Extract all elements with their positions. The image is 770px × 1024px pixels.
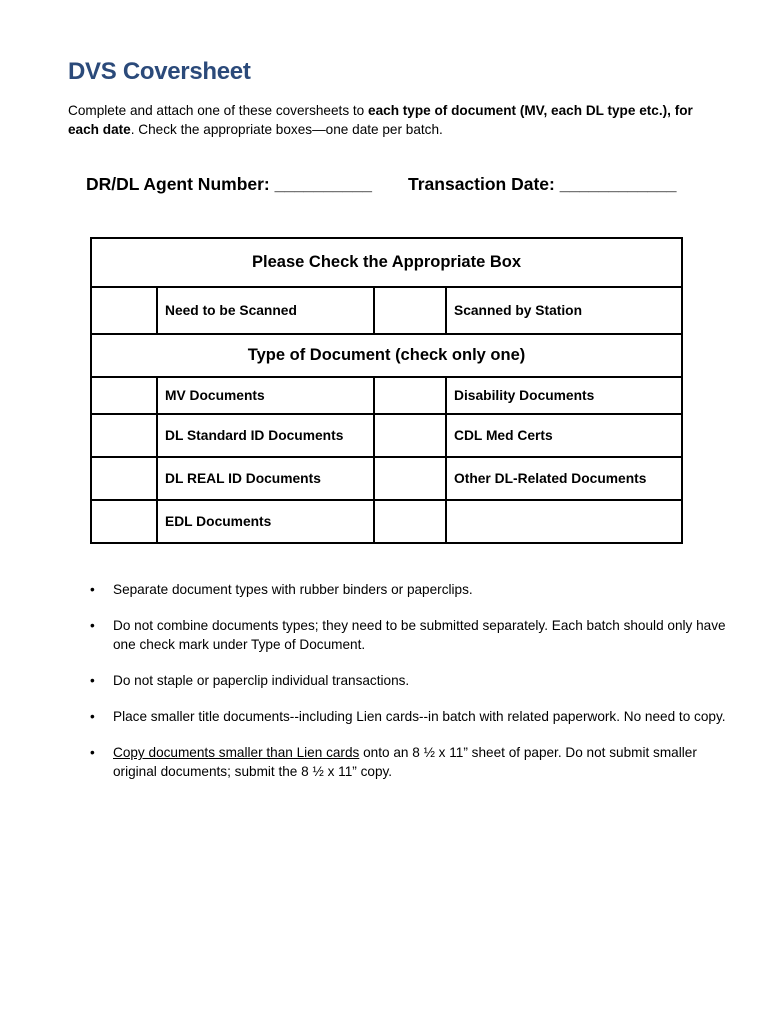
list-item bbox=[90, 580, 730, 599]
list-item bbox=[90, 616, 730, 654]
instructions-list bbox=[90, 580, 730, 798]
list-item-underlined-text: Copy documents smaller than Lien cards bbox=[113, 745, 360, 760]
dl-standard-id-label: DL Standard ID Documents bbox=[157, 414, 374, 457]
dl-real-id-checkbox[interactable] bbox=[91, 457, 157, 500]
edl-documents-label: EDL Documents bbox=[157, 500, 374, 543]
other-dl-related-label: Other DL-Related Documents bbox=[446, 457, 682, 500]
intro-text-part2: . Check the appropriate boxes—one date per batch. bbox=[130, 122, 443, 137]
document-type-header: Type of Document (check only one) bbox=[91, 334, 682, 377]
disability-documents-label: Disability Documents bbox=[446, 377, 682, 414]
mv-documents-checkbox[interactable] bbox=[91, 377, 157, 414]
scanned-by-station-label: Scanned by Station bbox=[446, 287, 682, 334]
list-item-text: Place smaller title documents--including Lien cards--in batch with related paperwork. No need to copy. bbox=[113, 709, 726, 724]
bullet-icon: • bbox=[90, 582, 95, 597]
empty-checkbox[interactable] bbox=[374, 500, 446, 543]
bullet-icon: • bbox=[90, 709, 95, 724]
agent-number-field[interactable]: DR/DL Agent Number: __________ bbox=[86, 174, 372, 194]
list-item-text: onto an 8 ½ x 11” sheet of paper. Do not submit smaller original documents; submit the 8 ½ x 11” copy. bbox=[113, 745, 697, 779]
scanned-by-station-checkbox[interactable] bbox=[374, 287, 446, 334]
bullet-icon: • bbox=[90, 618, 95, 633]
intro-text-bold: each type of document (MV, each DL type etc.), for each date bbox=[68, 103, 693, 137]
list-item-text: Separate document types with rubber binders or paperclips. bbox=[113, 582, 473, 597]
disability-documents-checkbox[interactable] bbox=[374, 377, 446, 414]
empty-label bbox=[446, 500, 682, 543]
list-item-text: Do not staple or paperclip individual transactions. bbox=[113, 673, 410, 688]
check-box-header: Please Check the Appropriate Box bbox=[91, 238, 682, 287]
cdl-med-certs-checkbox[interactable] bbox=[374, 414, 446, 457]
list-item bbox=[90, 743, 730, 781]
intro-text bbox=[68, 101, 708, 139]
list-item bbox=[90, 707, 730, 726]
dl-standard-id-checkbox[interactable] bbox=[91, 414, 157, 457]
check-table bbox=[90, 237, 683, 544]
page-title: DVS Coversheet bbox=[68, 58, 251, 85]
other-dl-related-checkbox[interactable] bbox=[374, 457, 446, 500]
intro-text-part1: Complete and attach one of these coversheets to bbox=[68, 103, 369, 118]
edl-documents-checkbox[interactable] bbox=[91, 500, 157, 543]
cdl-med-certs-label: CDL Med Certs bbox=[446, 414, 682, 457]
list-item-text: Do not combine documents types; they need to be submitted separately. Each batch should only have one check mark under Type of Document. bbox=[113, 618, 726, 652]
mv-documents-label: MV Documents bbox=[157, 377, 374, 414]
need-to-be-scanned-label: Need to be Scanned bbox=[157, 287, 374, 334]
bullet-icon: • bbox=[90, 673, 95, 688]
need-to-be-scanned-checkbox[interactable] bbox=[91, 287, 157, 334]
transaction-date-field[interactable]: Transaction Date: ____________ bbox=[408, 174, 677, 194]
list-item bbox=[90, 671, 730, 690]
dl-real-id-label: DL REAL ID Documents bbox=[157, 457, 374, 500]
bullet-icon: • bbox=[90, 745, 95, 760]
